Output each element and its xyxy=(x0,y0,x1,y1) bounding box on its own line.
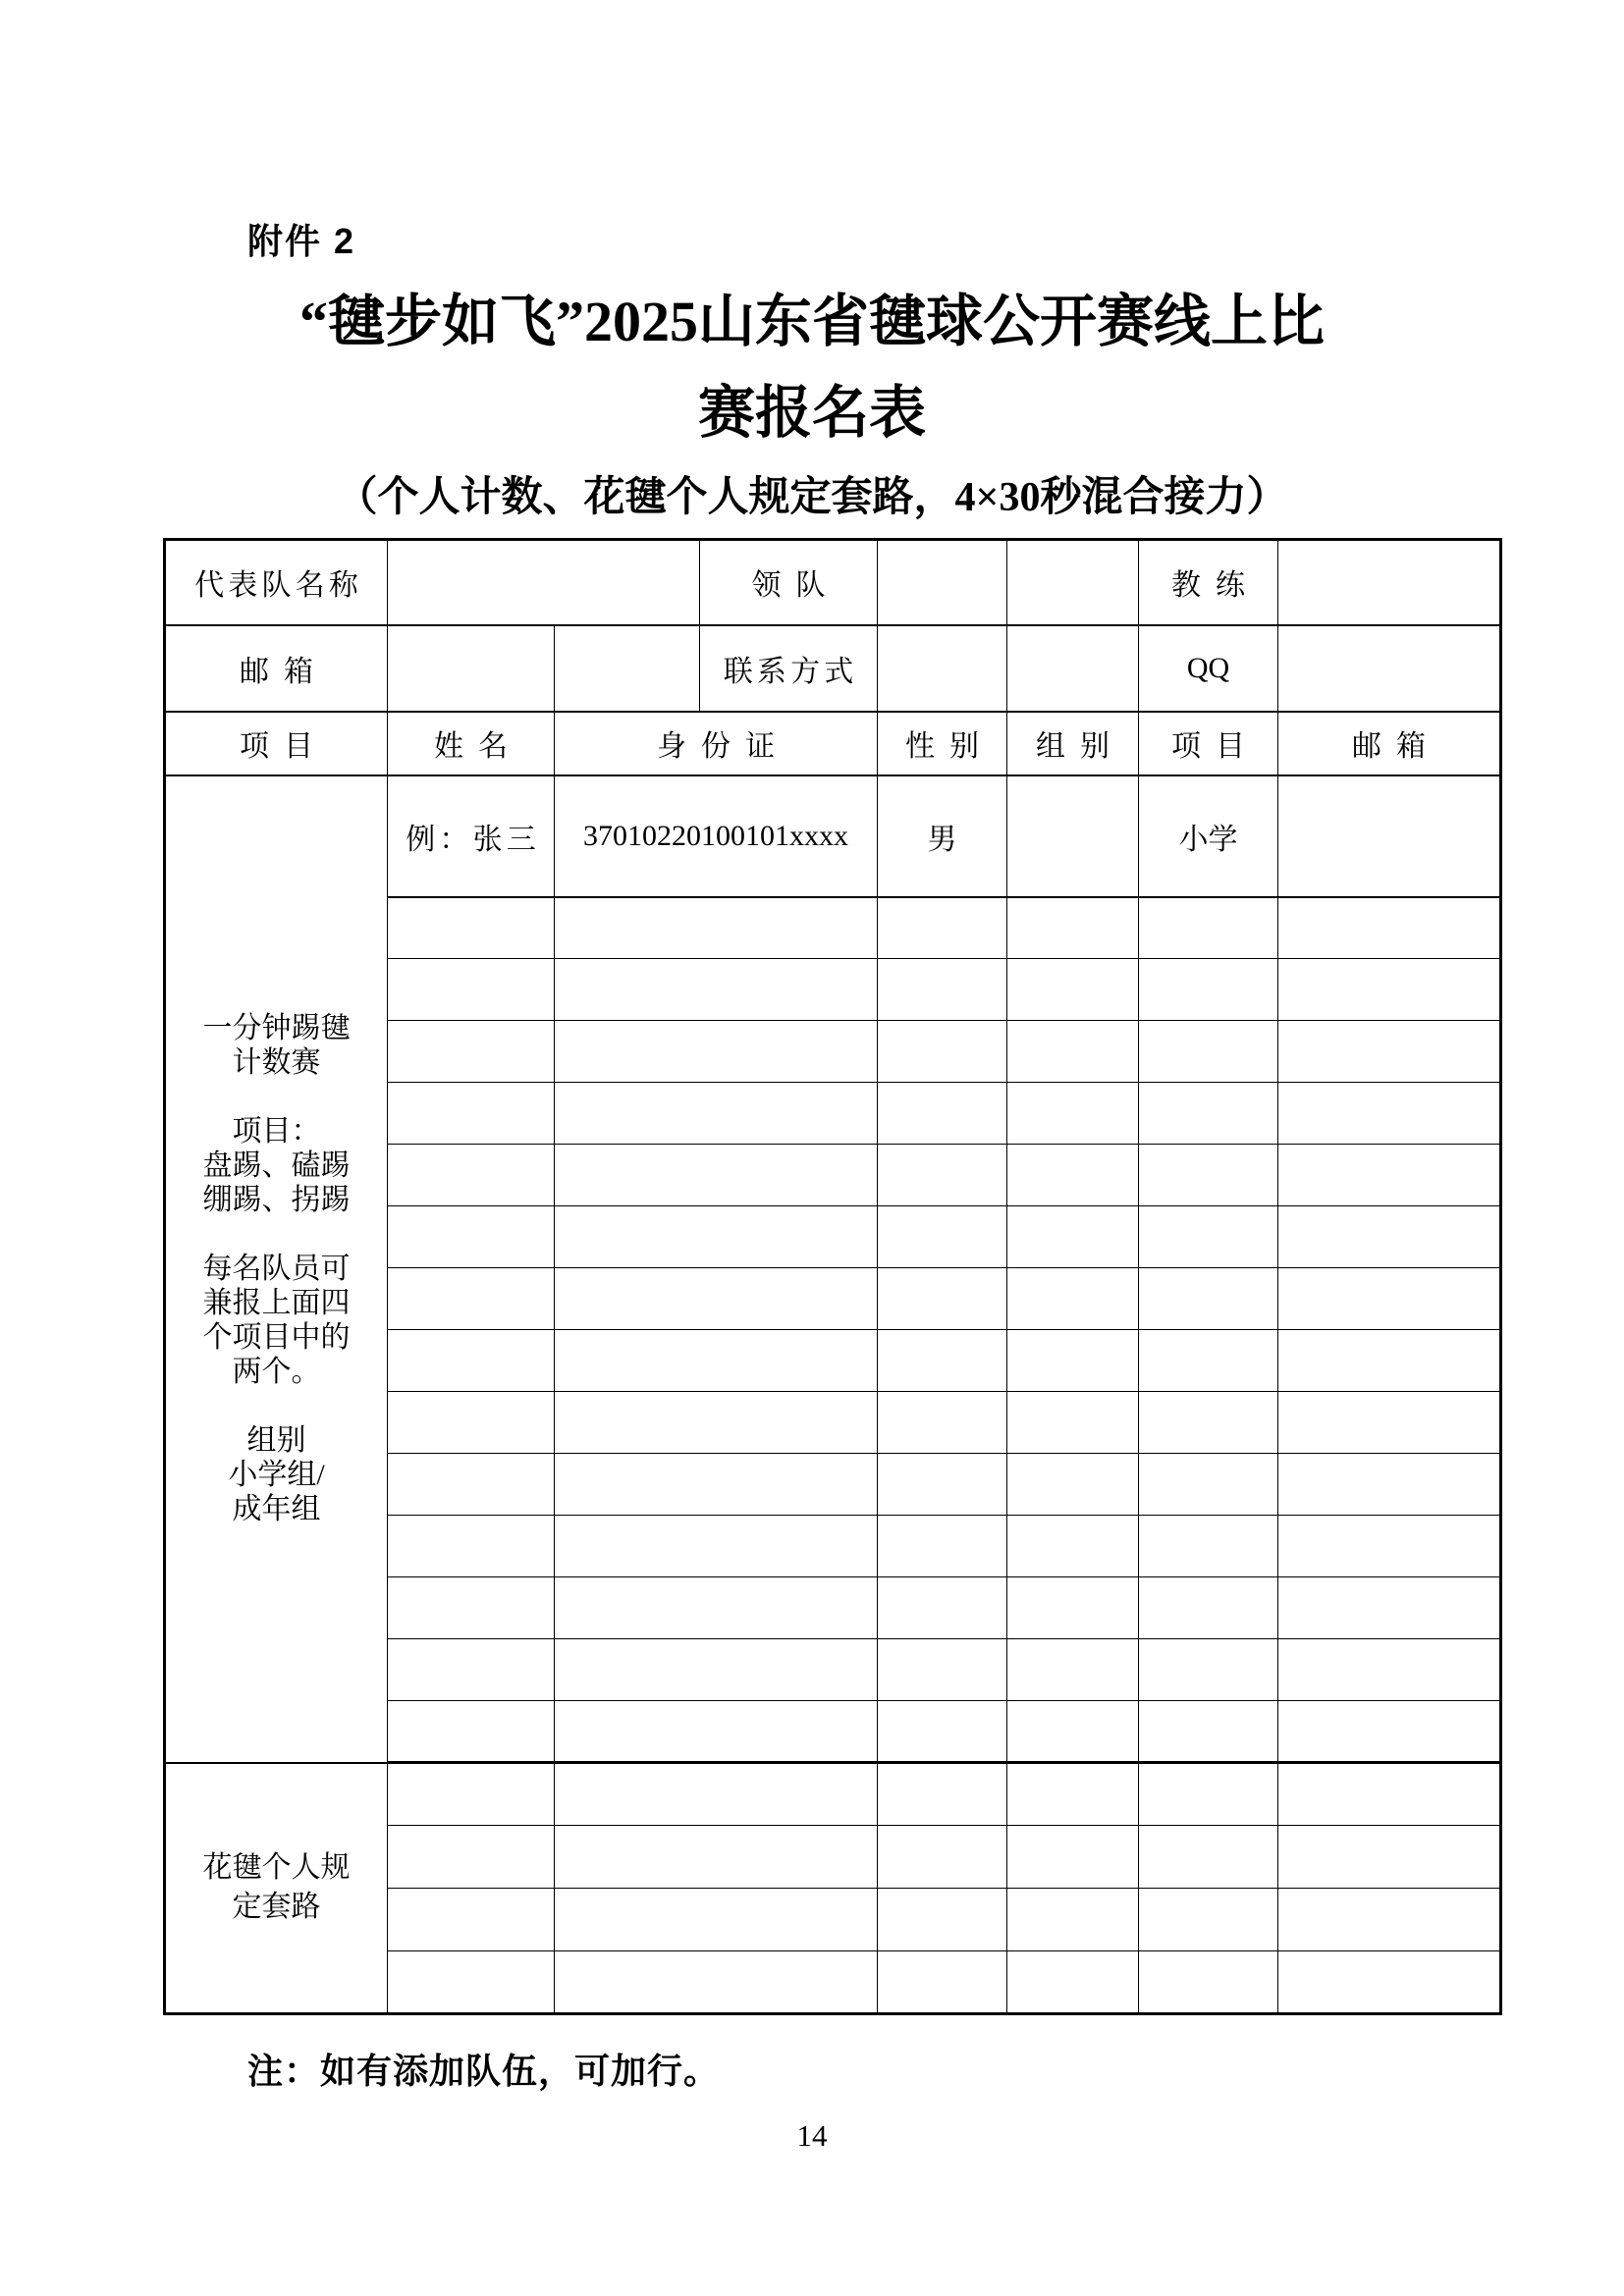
input-cell[interactable] xyxy=(388,1268,555,1330)
input-cell[interactable] xyxy=(555,1021,878,1083)
input-cell[interactable] xyxy=(1139,1021,1278,1083)
input-cell[interactable] xyxy=(1278,1516,1501,1577)
input-cell[interactable] xyxy=(555,1951,878,2014)
email-input-cell[interactable] xyxy=(388,625,555,712)
input-cell[interactable] xyxy=(1278,1021,1501,1083)
input-cell[interactable] xyxy=(555,1701,878,1763)
table-row xyxy=(165,1763,1501,1826)
input-cell[interactable] xyxy=(1139,1516,1278,1577)
example-id-card: 37010220100101xxxx xyxy=(555,775,878,897)
input-cell[interactable] xyxy=(555,1516,878,1577)
input-cell[interactable] xyxy=(878,1021,1007,1083)
input-cell[interactable] xyxy=(1139,897,1278,959)
input-cell[interactable] xyxy=(1278,1330,1501,1392)
input-cell[interactable] xyxy=(555,1268,878,1330)
input-cell[interactable] xyxy=(1139,1145,1278,1206)
page-number: 14 xyxy=(796,2118,828,2153)
column-header-event2: 项目 xyxy=(1139,712,1278,775)
input-cell[interactable] xyxy=(388,1951,555,2014)
input-cell[interactable] xyxy=(1007,625,1139,712)
input-cell[interactable] xyxy=(388,1889,555,1951)
input-cell[interactable] xyxy=(878,897,1007,959)
input-cell[interactable] xyxy=(555,897,878,959)
column-header-name: 姓名 xyxy=(388,712,555,775)
input-cell[interactable] xyxy=(878,959,1007,1021)
input-cell[interactable] xyxy=(388,959,555,1021)
input-cell[interactable] xyxy=(1139,1330,1278,1392)
input-cell[interactable] xyxy=(878,1083,1007,1145)
input-cell[interactable] xyxy=(1278,897,1501,959)
input-cell[interactable] xyxy=(1007,1577,1139,1639)
input-cell[interactable] xyxy=(555,1330,878,1392)
page-title-line1: “毽步如飞”2025山东省毽球公开赛线上比 xyxy=(298,290,1325,353)
input-cell[interactable] xyxy=(878,1330,1007,1392)
input-cell[interactable] xyxy=(1007,1889,1139,1951)
input-cell[interactable] xyxy=(1278,1951,1501,2014)
input-cell[interactable] xyxy=(388,1701,555,1763)
leader-label: 领队 xyxy=(700,540,878,625)
input-cell[interactable] xyxy=(388,1392,555,1454)
input-cell[interactable] xyxy=(555,1826,878,1889)
input-cell[interactable] xyxy=(1007,1330,1139,1392)
contact-label: 联系方式 xyxy=(700,625,878,712)
input-cell[interactable] xyxy=(1278,1889,1501,1951)
input-cell[interactable] xyxy=(1278,1763,1501,1826)
attachment-label: 附件 2 xyxy=(247,221,356,261)
input-cell[interactable] xyxy=(388,1763,555,1826)
input-cell[interactable] xyxy=(555,1083,878,1145)
input-cell[interactable] xyxy=(1007,1951,1139,2014)
input-cell[interactable] xyxy=(555,1454,878,1516)
input-cell[interactable] xyxy=(388,1639,555,1701)
input-cell[interactable] xyxy=(878,1206,1007,1268)
input-cell[interactable] xyxy=(1139,1206,1278,1268)
input-cell[interactable] xyxy=(1007,1639,1139,1701)
table-row xyxy=(165,540,1501,625)
input-cell[interactable] xyxy=(388,1330,555,1392)
input-cell[interactable] xyxy=(388,1826,555,1889)
input-cell[interactable] xyxy=(1278,1577,1501,1639)
input-cell[interactable] xyxy=(1007,1083,1139,1145)
input-cell[interactable] xyxy=(878,1701,1007,1763)
input-cell[interactable] xyxy=(1278,1826,1501,1889)
input-cell[interactable] xyxy=(1278,959,1501,1021)
leader-input-cell[interactable] xyxy=(878,540,1007,625)
input-cell[interactable] xyxy=(1007,1392,1139,1454)
input-cell[interactable] xyxy=(878,1577,1007,1639)
input-cell[interactable] xyxy=(1139,959,1278,1021)
input-cell[interactable] xyxy=(1007,1268,1139,1330)
input-cell[interactable] xyxy=(1139,1639,1278,1701)
example-event: 小学 xyxy=(1139,775,1278,897)
input-cell[interactable] xyxy=(1278,1145,1501,1206)
input-cell[interactable] xyxy=(1007,1206,1139,1268)
input-cell[interactable] xyxy=(555,1145,878,1206)
example-group[interactable] xyxy=(1007,775,1139,897)
input-cell[interactable] xyxy=(1139,1268,1278,1330)
input-cell[interactable] xyxy=(388,1021,555,1083)
input-cell[interactable] xyxy=(1278,1639,1501,1701)
column-header-id-card: 身份证 xyxy=(555,712,878,775)
input-cell[interactable] xyxy=(878,1145,1007,1206)
input-cell[interactable] xyxy=(555,1577,878,1639)
example-name: 例：张三 xyxy=(388,775,555,897)
input-cell[interactable] xyxy=(878,1516,1007,1577)
input-cell[interactable] xyxy=(1007,1021,1139,1083)
input-cell[interactable] xyxy=(1139,1083,1278,1145)
column-header-gender: 性别 xyxy=(878,712,1007,775)
input-cell[interactable] xyxy=(878,1454,1007,1516)
registration-table xyxy=(163,538,1502,2015)
input-cell[interactable] xyxy=(388,1516,555,1577)
input-cell[interactable] xyxy=(1139,1951,1278,2014)
column-header-event: 项目 xyxy=(165,712,388,775)
input-cell[interactable] xyxy=(1278,1392,1501,1454)
table-row xyxy=(165,625,1501,712)
input-cell[interactable] xyxy=(555,1392,878,1454)
input-cell[interactable] xyxy=(1007,1763,1139,1826)
example-email[interactable] xyxy=(1278,775,1501,897)
team-name-label: 代表队名称 xyxy=(165,540,388,625)
input-cell[interactable] xyxy=(878,1763,1007,1826)
input-cell[interactable] xyxy=(1278,1268,1501,1330)
input-cell[interactable] xyxy=(555,1639,878,1701)
email-label: 邮箱 xyxy=(165,625,388,712)
input-cell[interactable] xyxy=(555,1889,878,1951)
input-cell[interactable] xyxy=(878,1392,1007,1454)
input-cell[interactable] xyxy=(1139,1763,1278,1826)
coach-label: 教练 xyxy=(1139,540,1278,625)
input-cell[interactable] xyxy=(1278,1083,1501,1145)
input-cell[interactable] xyxy=(1007,1516,1139,1577)
input-cell[interactable] xyxy=(1278,1206,1501,1268)
page-subtitle: （个人计数、花毽个人规定套路，4×30秒混合接力） xyxy=(336,475,1288,520)
table-row xyxy=(165,712,1501,775)
input-cell[interactable] xyxy=(1007,1826,1139,1889)
team-name-input-cell[interactable] xyxy=(388,540,700,625)
footnote: 注：如有添加队伍，可加行。 xyxy=(247,2051,721,2091)
input-cell[interactable] xyxy=(388,1454,555,1516)
input-cell[interactable] xyxy=(1007,959,1139,1021)
input-cell[interactable] xyxy=(388,1145,555,1206)
input-cell[interactable] xyxy=(1139,1454,1278,1516)
input-cell[interactable] xyxy=(1139,1826,1278,1889)
column-header-email: 邮箱 xyxy=(1278,712,1501,775)
input-cell[interactable] xyxy=(555,625,700,712)
input-cell[interactable] xyxy=(1007,1454,1139,1516)
input-cell[interactable] xyxy=(878,1826,1007,1889)
coach-input-cell[interactable] xyxy=(1278,540,1501,625)
input-cell[interactable] xyxy=(388,1577,555,1639)
section2-label: 花毽个人规 定套路 xyxy=(165,1763,388,2014)
input-cell[interactable] xyxy=(878,1889,1007,1951)
input-cell[interactable] xyxy=(388,897,555,959)
input-cell[interactable] xyxy=(1139,1577,1278,1639)
input-cell[interactable] xyxy=(1139,1889,1278,1951)
input-cell[interactable] xyxy=(878,1951,1007,2014)
input-cell[interactable] xyxy=(555,959,878,1021)
input-cell[interactable] xyxy=(1007,540,1139,625)
input-cell[interactable] xyxy=(1007,1701,1139,1763)
input-cell[interactable] xyxy=(555,1206,878,1268)
input-cell[interactable] xyxy=(1007,897,1139,959)
input-cell[interactable] xyxy=(878,1639,1007,1701)
example-gender: 男 xyxy=(878,775,1007,897)
example-row xyxy=(165,775,1501,897)
qq-input-cell[interactable] xyxy=(1278,625,1501,712)
input-cell[interactable] xyxy=(878,1268,1007,1330)
contact-input-cell[interactable] xyxy=(878,625,1007,712)
input-cell[interactable] xyxy=(555,1763,878,1826)
input-cell[interactable] xyxy=(388,1083,555,1145)
input-cell[interactable] xyxy=(1007,1145,1139,1206)
page-title-line2: 赛报名表 xyxy=(697,381,926,445)
column-header-group: 组别 xyxy=(1007,712,1139,775)
input-cell[interactable] xyxy=(1278,1454,1501,1516)
input-cell[interactable] xyxy=(1278,1701,1501,1763)
section1-label: 一分钟踢毽 计数赛 项目： 盘踢、磕踢 绷踢、拐踢 每名队员可 兼报上面四 个项目中的 两个。 组别 小学组/ 成年组 xyxy=(165,775,388,1763)
input-cell[interactable] xyxy=(388,1206,555,1268)
qq-label: QQ xyxy=(1139,625,1278,712)
input-cell[interactable] xyxy=(1139,1392,1278,1454)
input-cell[interactable] xyxy=(1139,1701,1278,1763)
